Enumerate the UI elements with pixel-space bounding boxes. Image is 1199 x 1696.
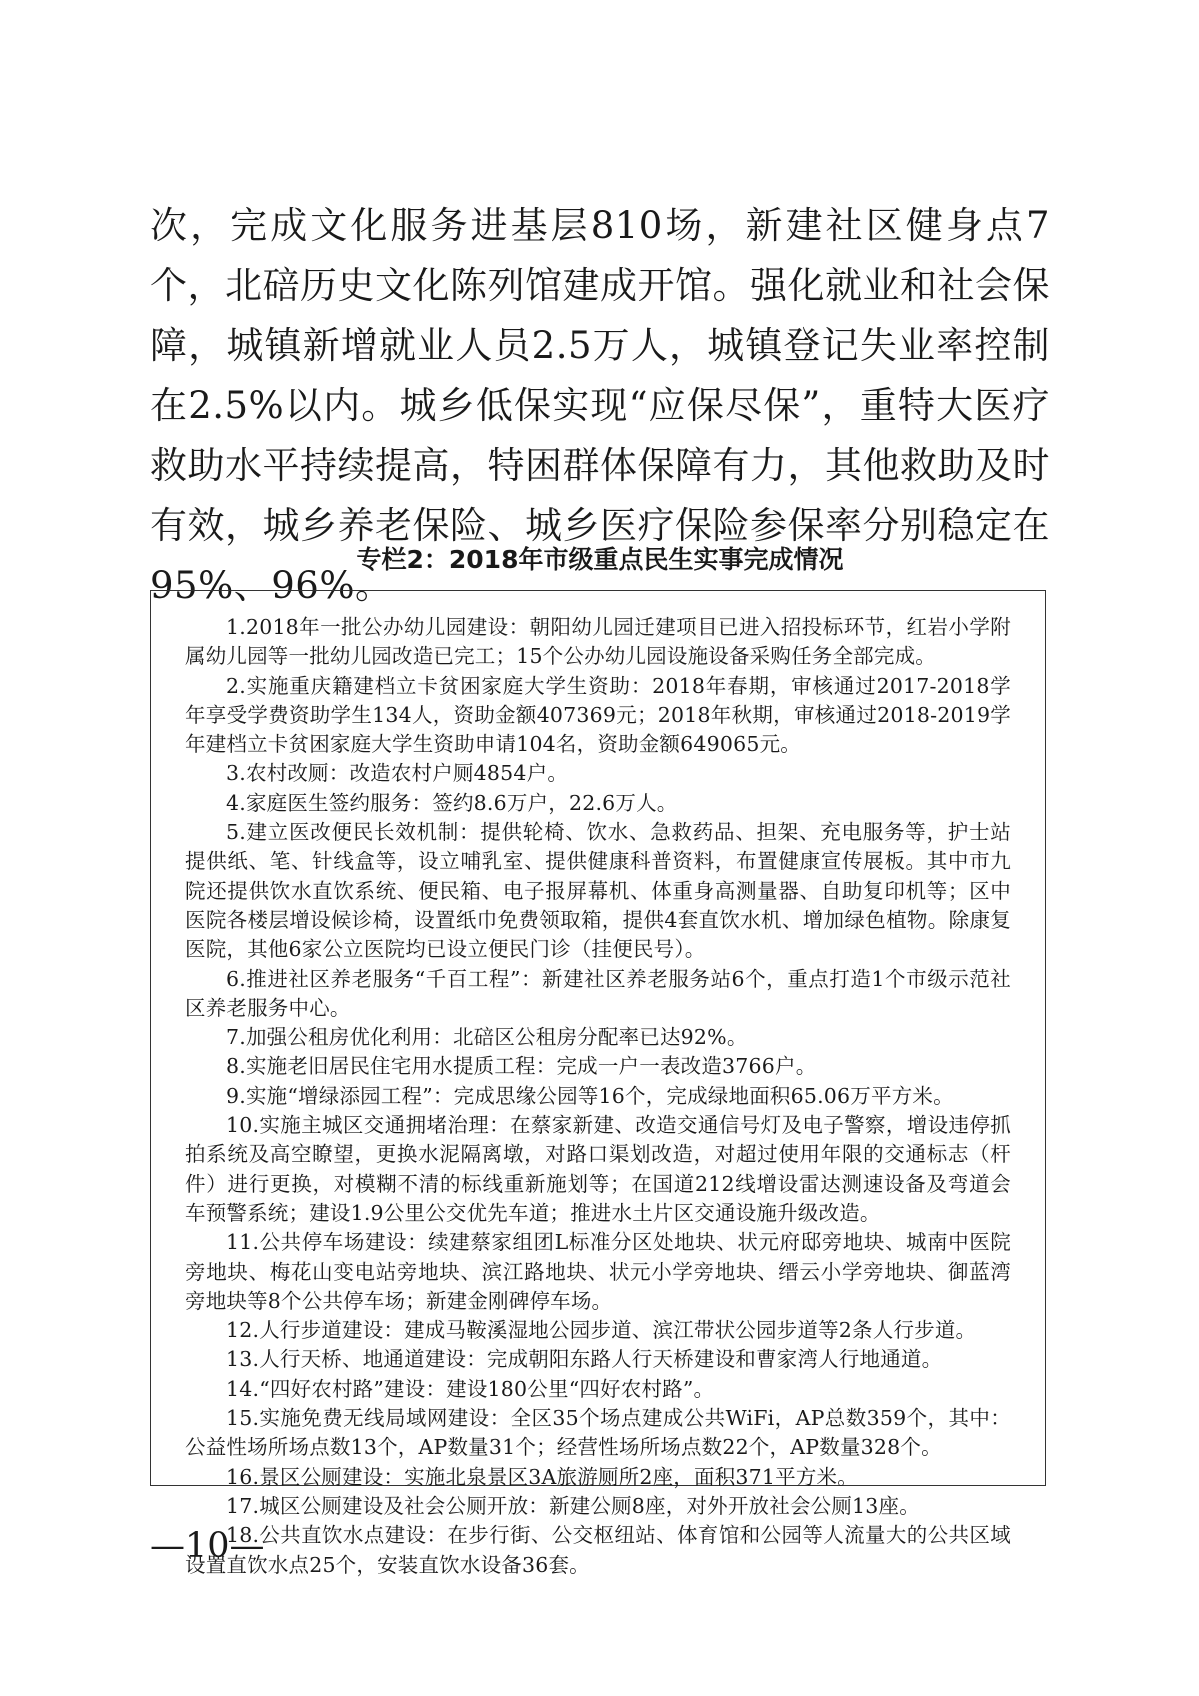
box-item: 12.人行步道建设：建成马鞍溪湿地公园步道、滨江带状公园步道等2条人行步道。 [226,1318,977,1343]
box-item: 6.推进社区养老服务“千百工程”：新建社区养老服务站6个，重点打造1个市级示范社区养老服务中心。 [185,966,1011,1020]
body-paragraph: 次，完成文化服务进基层810场，新建社区健身点7个，北碚历史文化陈列馆建成开馆。强化就业和社会保障，城镇新增就业人员2.5万人，城镇登记失业率控制在2.5%以内。城乡低保实现“应保尽保”，重特大医疗救助水平持续提高，特困群体保障有力，其他救助及时有效，城乡养老保险、城乡医疗保险参保率分别稳定在95%、96%。 [150,204,1050,607]
page-number: —10— [150,1526,265,1566]
box-item: 3.农村改厕：改造农村户厕4854户。 [226,761,569,786]
box-item: 17.城区公厕建设及社会公厕开放：新建公厕8座，对外开放社会公厕13座。 [226,1493,920,1518]
box-item: 8.实施老旧居民住宅用水提质工程：完成一户一表改造3766户。 [226,1054,817,1079]
box-item: 10.实施主城区交通拥堵治理：在蔡家新建、改造交通信号灯及电子警察，增设违停抓拍系统及高空瞭望，更换水泥隔离墩，对路口渠划改造，对超过使用年限的交通标志（杆件）进行更换，对模糊不清的标线重新施划等；在国道212线增设雷达测速设备及弯道会车预警系统；建设1.9公里公交优先车道；推进水土片区交通设施升级改造。 [185,1113,1011,1225]
feature-box [150,590,1046,1577]
box-item: 18.公共直饮水点建设：在步行街、公交枢纽站、体育馆和公园等人流量大的公共区域设置直饮水点25个，安装直饮水设备36套。 [185,1523,1011,1577]
box-item: 14.“四好农村路”建设：建设180公里“四好农村路”。 [226,1376,715,1401]
box-item: 13.人行天桥、地通道建设：完成朝阳东路人行天桥建设和曹家湾人行地通道。 [226,1347,943,1372]
box-item: 7.加强公租房优化利用：北碚区公租房分配率已达92%。 [226,1025,748,1050]
box-item: 5.建立医改便民长效机制：提供轮椅、饮水、急救药品、担架、充电服务等，护士站提供纸、笔、针线盒等，设立哺乳室、提供健康科普资料，布置健康宣传展板。其中市九院还提供饮水直饮系统、便民箱、电子报屏幕机、体重身高测量器、自助复印机等；区中医院各楼层增设候诊椅，设置纸巾免费领取箱，提供4套直饮水机、增加绿色植物。除康复医院，其他6家公立医院均已设立便民门诊（挂便民号）。 [185,820,1011,962]
box-item: 1.2018年一批公办幼儿园建设：朝阳幼儿园迁建项目已进入招投标环节，红岩小学附属幼儿园等一批幼儿园改造已完工；15个公办幼儿园设施设备采购任务全部完成。 [185,615,1011,669]
box-item: 2.实施重庆籍建档立卡贫困家庭大学生资助：2018年春期，审核通过2017-2018学年享受学费资助学生134人，资助金额407369元；2018年秋期，审核通过2018-2019学年建档立卡贫困家庭大学生资助申请104名，资助金额649065元。 [185,673,1011,757]
box-item: 4.家庭医生签约服务：签约8.6万户，22.6万人。 [226,790,678,815]
box-title: 专栏2：2018年市级重点民生实事完成情况 [356,545,844,574]
box-item: 9.实施“增绿添园工程”：完成思缘公园等16个，完成绿地面积65.06万平方米。 [226,1083,954,1108]
box-item: 11.公共停车场建设：续建蔡家组团L标准分区处地块、状元府邸旁地块、城南中医院旁地块、梅花山变电站旁地块、滨江路地块、状元小学旁地块、缙云小学旁地块、御蓝湾旁地块等8个公共停车场；新建金刚碑停车场。 [185,1230,1011,1313]
box-item: 16.景区公厕建设：实施北泉景区3A旅游厕所2座，面积371平方米。 [226,1464,858,1489]
box-item: 15.实施免费无线局域网建设：全区35个场点建成公共WiFi，AP总数359个，其中：公益性场所场点数13个，AP数量31个；经营性场所场点数22个，AP数量328个。 [185,1406,1011,1460]
